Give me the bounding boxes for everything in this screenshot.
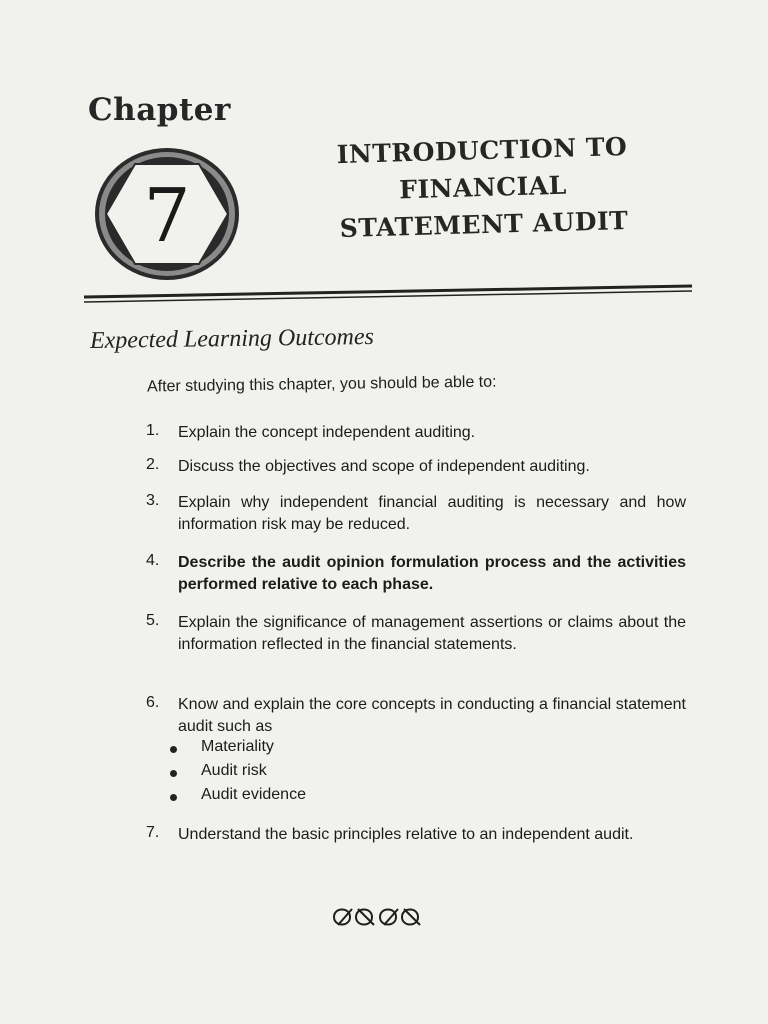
chapter-title-line: FINANCIAL [398, 170, 568, 205]
item-number: 5. [146, 612, 160, 629]
item-number: 2. [146, 456, 160, 473]
chapter-number-badge [92, 145, 242, 283]
item-text: Explain the significance of management assertions or claims about the information reflected in the financial statements. [178, 614, 686, 653]
chapter-title [297, 127, 670, 248]
bullet-icon [170, 746, 177, 753]
knot-ornament-icon [330, 903, 430, 931]
chapter-number: 7 [143, 173, 191, 259]
chapter-title-line: INTRODUCTION TO [336, 131, 628, 170]
chapter-title-line: STATEMENT AUDIT [339, 205, 629, 244]
bullet-icon [170, 770, 177, 777]
bullet-text: Audit risk [201, 762, 267, 779]
item-number: 1. [146, 422, 160, 439]
item-number: 4. [146, 552, 160, 569]
chapter-label: Chapter [88, 92, 231, 128]
item-text: Explain why independent financial auditing is necessary and how information risk may be reduced. [178, 494, 686, 533]
bullet-text: Materiality [201, 738, 274, 755]
item-number: 3. [146, 492, 160, 509]
item-text: Discuss the objectives and scope of independent auditing. [178, 458, 590, 475]
bullet-text: Audit evidence [201, 786, 306, 803]
item-number: 6. [146, 694, 160, 711]
item-text: Understand the basic principles relative to an independent audit. [178, 826, 634, 843]
item-text: Know and explain the core concepts in conducting a financial statement audit such as [178, 696, 686, 735]
item-text: Explain the concept independent auditing. [178, 424, 476, 441]
section-heading: Expected Learning Outcomes [89, 324, 375, 354]
item-number: 7. [146, 824, 160, 841]
title-divider [84, 283, 692, 305]
bullet-icon [170, 794, 177, 801]
intro-text: After studying this chapter, you should be able to: [146, 373, 497, 396]
item-text: Describe the audit opinion formulation process and the activities performed relative to each phase. [178, 554, 686, 593]
